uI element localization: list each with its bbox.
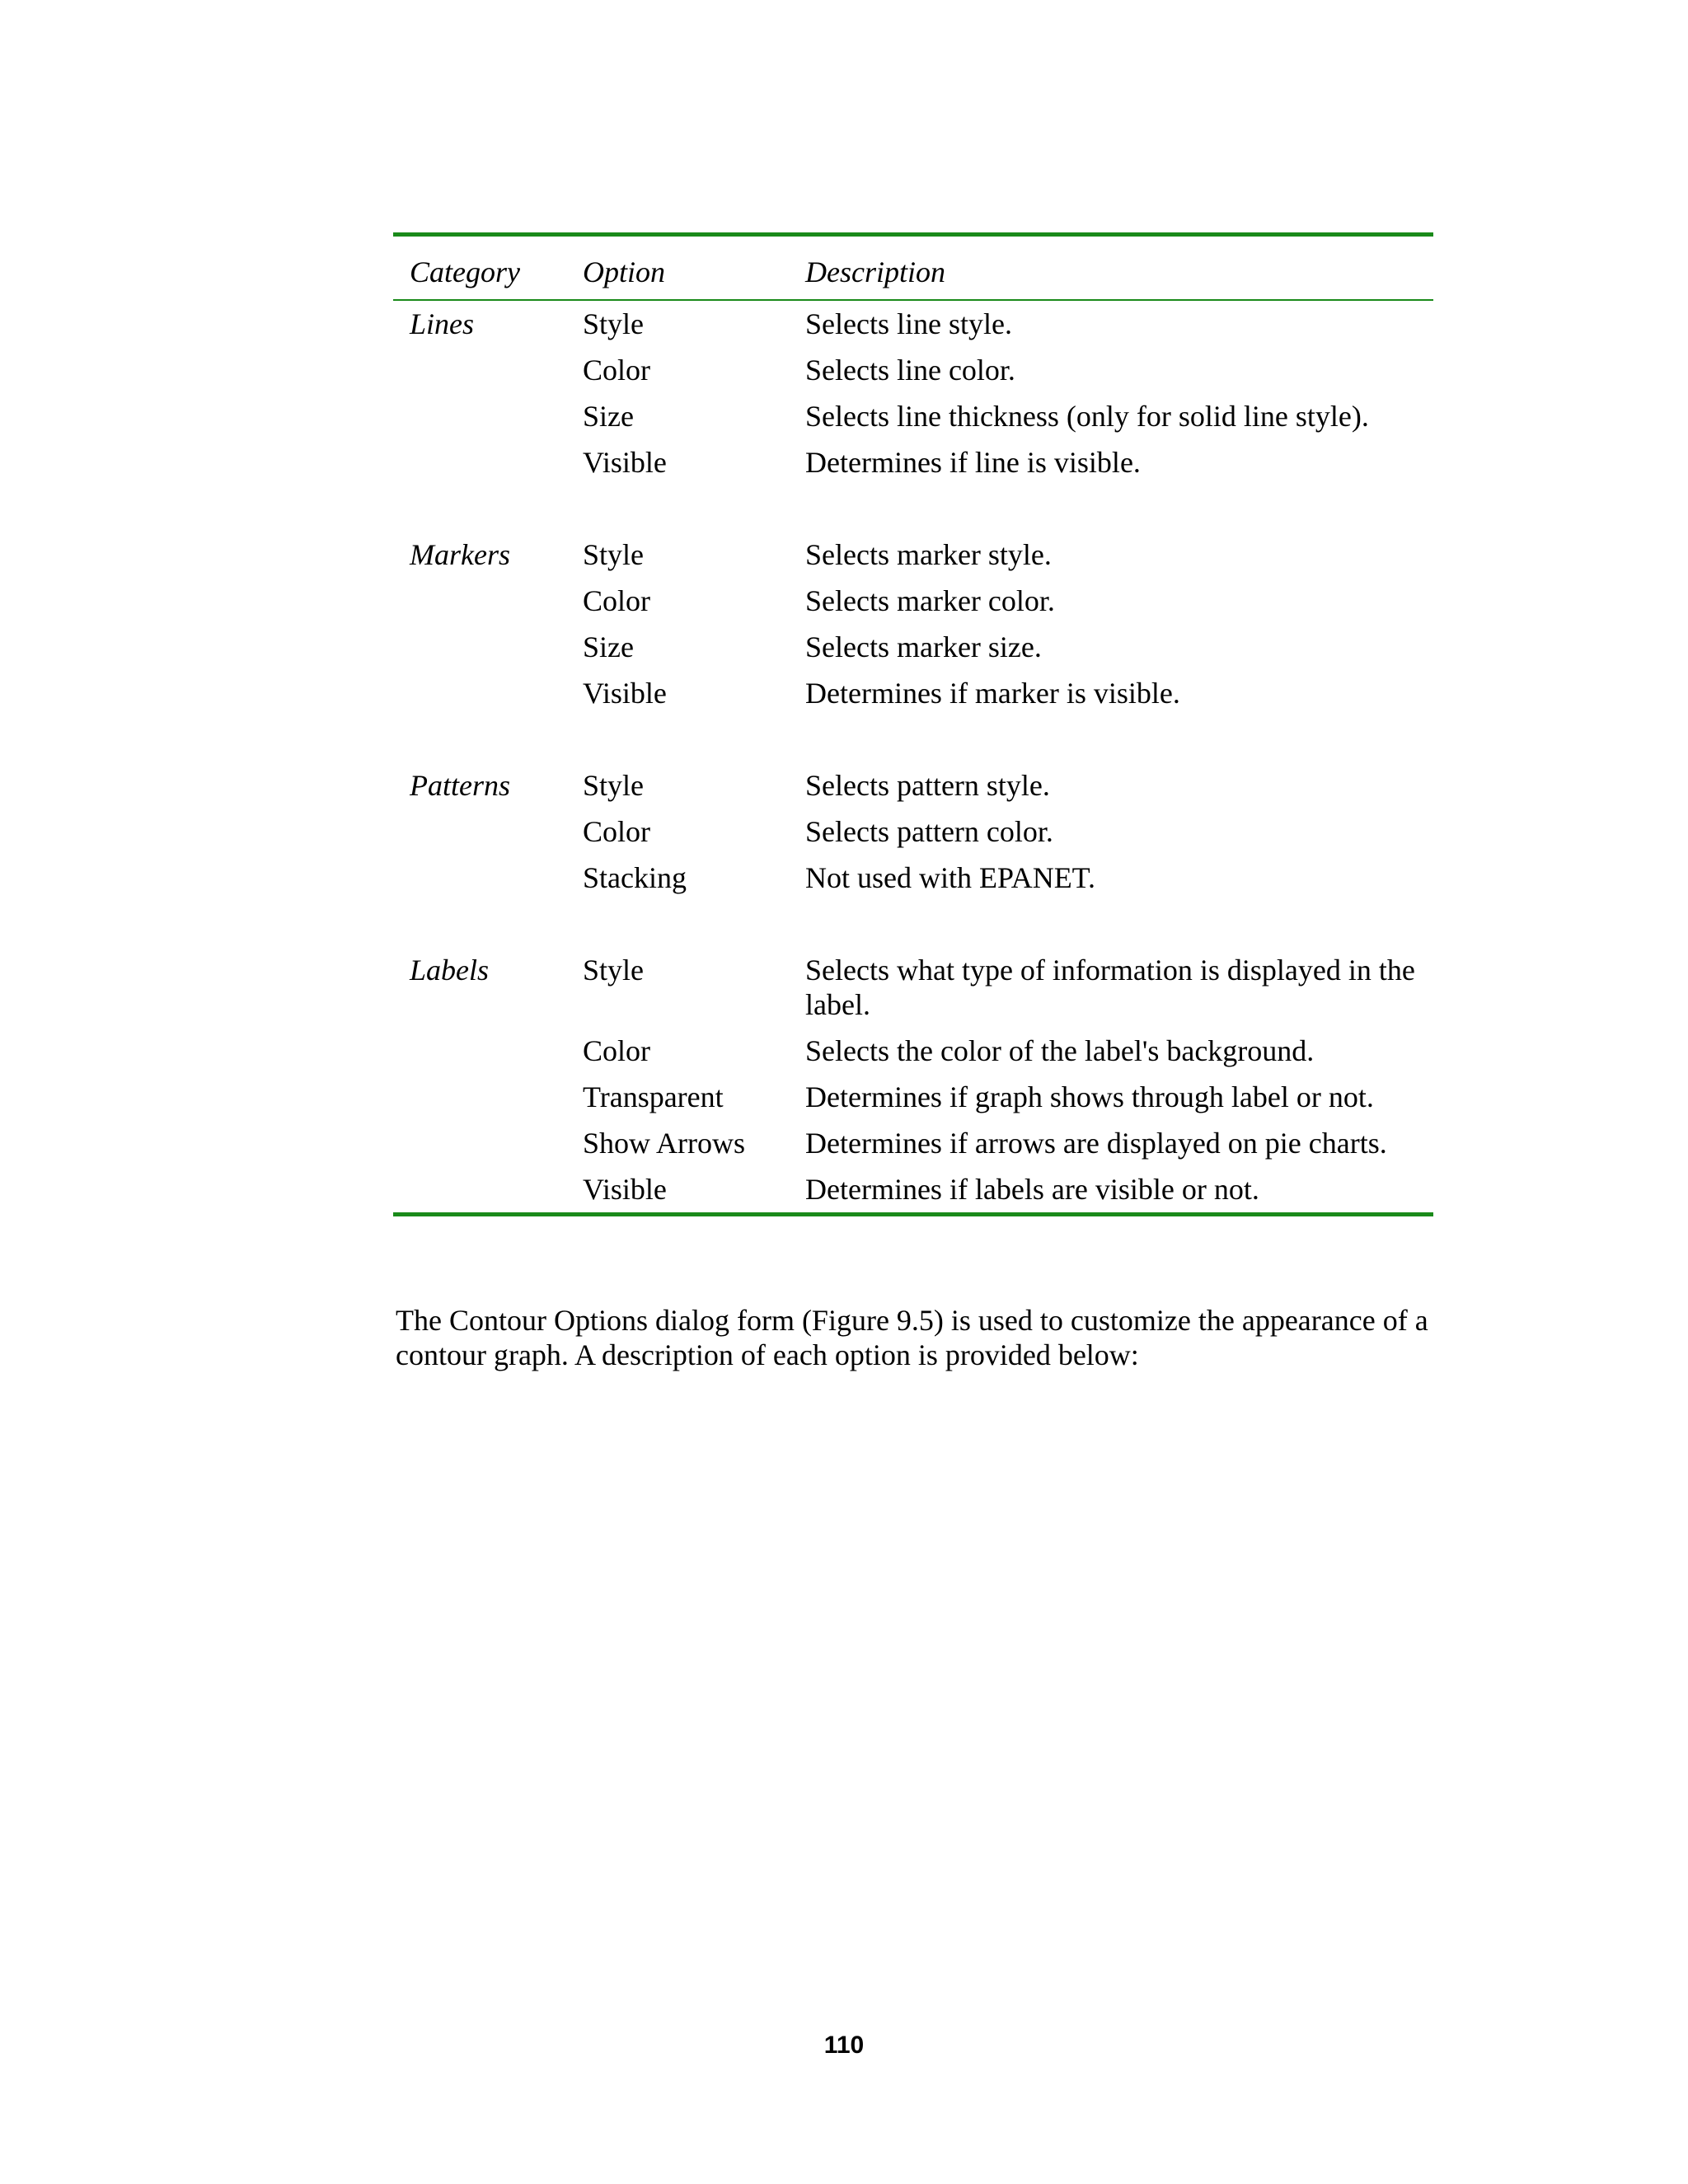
option-cell: Size	[583, 400, 634, 433]
option-cell: Stacking	[583, 861, 687, 894]
option-cell: Size	[583, 630, 634, 663]
description-cell: Selects line color.	[805, 354, 1015, 387]
table-row	[393, 1166, 1433, 1212]
table-bottom-rule	[393, 1212, 1433, 1216]
option-cell: Visible	[583, 1173, 667, 1206]
table-row	[393, 808, 1433, 855]
description-cell: Determines if marker is visible.	[805, 677, 1180, 710]
table-row	[393, 532, 1433, 578]
option-cell: Color	[583, 815, 651, 848]
header-option: Option	[583, 255, 666, 288]
table-row	[393, 301, 1433, 347]
description-cell: Determines if graph shows through label or not.	[805, 1080, 1374, 1113]
table-row	[393, 855, 1433, 901]
description-cell: Selects line thickness (only for solid line style).	[805, 400, 1369, 433]
option-cell: Visible	[583, 446, 667, 479]
table-row	[393, 947, 1433, 1028]
header-category: Category	[410, 255, 520, 288]
table-row	[393, 1028, 1433, 1074]
option-cell: Color	[583, 584, 651, 617]
page-number: 110	[823, 2032, 865, 2059]
header-description: Description	[805, 255, 945, 288]
body-paragraph: The Contour Options dialog form (Figure 9.5) is used to customize the appearance of a contour graph. A description of each option is provided below:	[396, 1304, 1428, 1371]
option-cell: Style	[583, 769, 645, 802]
option-cell: Transparent	[583, 1080, 724, 1113]
option-cell: Color	[583, 1034, 651, 1067]
table-row	[393, 347, 1433, 393]
table-row	[393, 624, 1433, 670]
group-spacer	[393, 485, 1433, 532]
option-cell: Style	[583, 538, 645, 571]
group-spacer	[393, 716, 1433, 762]
description-cell: Determines if line is visible.	[805, 446, 1141, 479]
description-cell: Selects the color of the label's background.	[805, 1034, 1315, 1067]
category-label: Lines	[410, 307, 475, 340]
description-cell: Selects marker color.	[805, 584, 1055, 617]
table-row	[393, 762, 1433, 808]
description-cell: Selects pattern style.	[805, 769, 1050, 802]
option-cell: Show Arrows	[583, 1127, 746, 1160]
table-row	[393, 393, 1433, 439]
option-cell: Style	[583, 307, 645, 340]
description-cell: Determines if arrows are displayed on pie charts.	[805, 1127, 1387, 1160]
table-row	[393, 1074, 1433, 1120]
option-cell: Style	[583, 954, 645, 987]
table-header-row	[393, 237, 1433, 299]
table-row	[393, 1120, 1433, 1166]
table-row	[393, 578, 1433, 624]
description-cell: Not used with EPANET.	[805, 861, 1096, 894]
description-cell: Determines if labels are visible or not.	[805, 1173, 1259, 1206]
table-row	[393, 670, 1433, 716]
description-cell: Selects marker size.	[805, 630, 1042, 663]
description-cell: Selects pattern color.	[805, 815, 1053, 848]
description-cell: Selects line style.	[805, 307, 1012, 340]
group-spacer	[393, 901, 1433, 947]
category-label: Patterns	[410, 769, 510, 802]
table-row	[393, 439, 1433, 485]
option-cell: Visible	[583, 677, 667, 710]
category-label: Labels	[410, 954, 490, 987]
option-cell: Color	[583, 354, 651, 387]
description-cell: Selects what type of information is displayed in the label.	[805, 954, 1415, 1021]
category-label: Markers	[410, 538, 510, 571]
options-table	[393, 232, 1433, 1216]
description-cell: Selects marker style.	[805, 538, 1052, 571]
